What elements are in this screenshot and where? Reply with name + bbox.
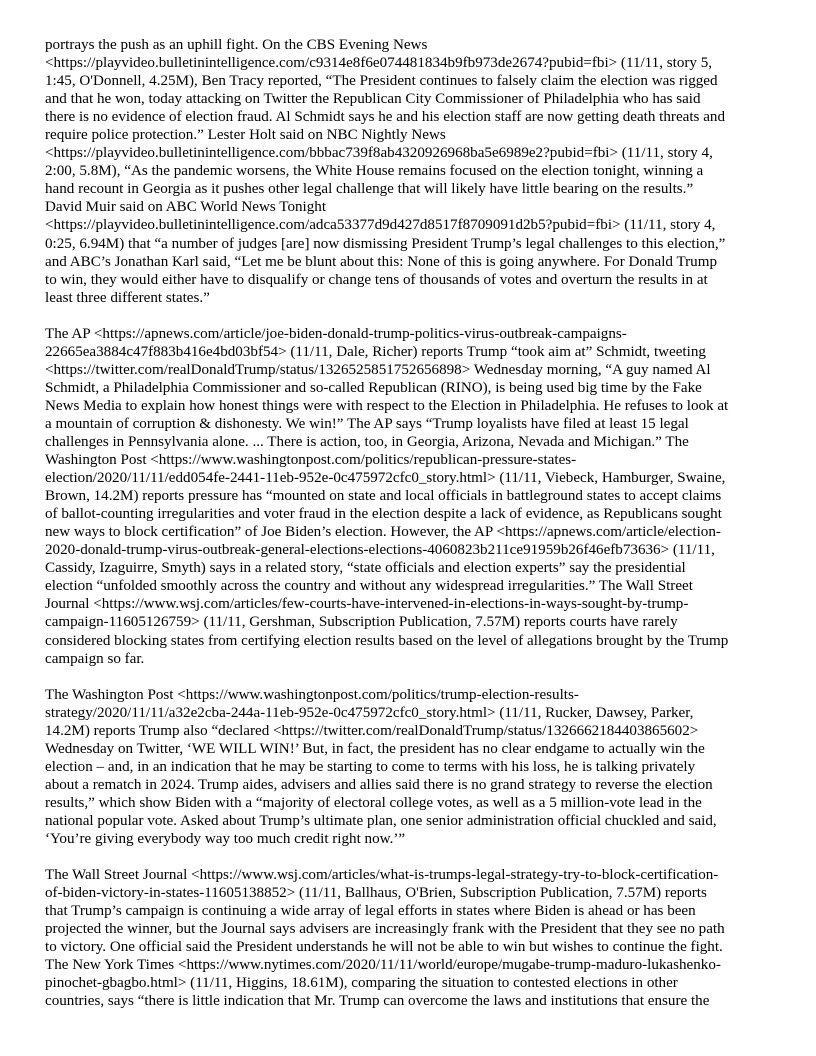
paragraph-washington-post-strategy: The Washington Post <https://www.washingtonpost.com/politics/trump-election-results- strategy/2020/11/11/a32e2cba-244a-11eb-952e-0c475972cfc0_story.html> (11/11, Rucker, Dawsey, Parker, 14.2M) reports Trump also “declared <https://twitter.com/realDonaldTrump/status/1326662184403865602> Wednesday on Twitter, ‘WE WILL WIN!’ But, in fact, the president has no clear endgame to actually win the election – and, in an indication that he may be starting to come to terms with his loss, he is talking privately about a rematch in 2024. Trump aides, advisers and allies said there is no grand strategy to reverse the election results,” which show Biden with a “majority of electoral college votes, as well as a 5 million-vote lead in the national popular vote. Asked about Trump’s ultimate plan, one senior administration official chuckled and said, ‘You’re giving everybody way too much credit right now.’” (45, 686, 717, 847)
paragraph-wsj-nyt: The Wall Street Journal <https://www.wsj.com/articles/what-is-trumps-legal-strategy-try-to-block-certification- of-biden-victory-in-states-11605138852> (11/11, Ballhaus, O'Brien, Subscription Publication, 7.57M) reports that Trump’s campaign is continuing a wide array of legal efforts in states where Biden is ahead or has been projected the winner, but the Journal says advisers are increasingly frank with the President that they see no path to victory. One official said the President understands he will not be able to win but wishes to continue the fight. The New York Times <https://www.nytimes.com/2020/11/11/world/europe/mugabe-trump-maduro-lukashenko- pinochet-gbagbo.html> (11/11, Higgins, 18.61M), comparing the situation to contested elections in other countries, says “there is little indication that Mr. Trump can overcome the laws and institutions that ensure the (45, 867, 725, 1010)
paragraph-ap-washington-post: The AP <https://apnews.com/article/joe-biden-donald-trump-politics-virus-outbreak-campaigns- 22665ea3884c47f883b416e4bd03bf54> (11/11, Dale, Richer) reports Trump “took aim at” Schmidt, tweeting <https://twitter.com/realDonaldTrump/status/1326525851752656898> Wednesday morning, “A guy named Al Schmidt, a Philadelphia Commissioner and so-called Republican (RINO), is being used big time by the Fake News Media to explain how honest things were with respect to the Election in Philadelphia. He refuses to look at a mountain of corruption & dishonesty. We win!” The AP says “Trump loyalists have filed at least 15 legal challenges in Pennsylvania alone. ... There is action, too, in Georgia, Arizona, Nevada and Michigan.” The Washington Post <https://www.washingtonpost.com/politics/republican-pressure-states- election/2020/11/11/edd054fe-2441-11eb-952e-0c475972cfc0_story.html> (11/11, Viebeck, Hamburger, Swaine, Brown, 14.2M) reports pressure has “mounted on state and local officials in battleground states to accept claims of ballot-counting irregularities and voter fraud in the election despite a lack of evidence, as Republicans sought new ways to block certification” of Joe Biden’s election. However, the AP <https://apnews.com/article/election- 2020-donald-trump-virus-outbreak-general-elections-elections-4060823b211ce91959b26f46efb73636> (11/11, Cassidy, Izaguirre, Smyth) says in a related story, “state officials and election experts” say the presidential election “unfolded smoothly across the country and without any widespread irregularities.” The Wall Street Journal <https://www.wsj.com/articles/few-courts-have-intervened-in-elections-in-ways-sought-by-trump- campaign-11605126759> (11/11, Gershman, Subscription Publication, 7.57M) reports courts have rarely considered blocking states from certifying election results based on the level of allegations brought by the Trump campaign so far. (45, 325, 729, 667)
paragraph-cbs-nbc-abc: portrays the push as an uphill fight. On the CBS Evening News <https://playvideo.bulletinintelligence.com/c9314e8f6e074481834b9fb973de2674?pubid=fbi> (11/11, story 5, 1:45, O'Donnell, 4.25M), Ben Tracy reported, “The President continues to falsely claim the election was rigged and that he won, today attacking on Twitter the Republican City Commissioner of Philadelphia who has said there is no evidence of election fraud. Al Schmidt says he and his election staff are now getting death threats and require police protection.” Lester Holt said on NBC Nightly News <https://playvideo.bulletinintelligence.com/bbbac739f8ab4320926968ba5e6989e2?pubid=fbi> (11/11, story 4, 2:00, 5.8M), “As the pandemic worsens, the White House remains focused on the election tonight, winning a hand recount in Georgia as it pushes other legal challenge that will likely have little bearing on the results.” David Muir said on ABC World News Tonight <https://playvideo.bulletinintelligence.com/adca53377d9d427d8517f8709091d2b5?pubid=fbi> (11/11, story 4, 0:25, 6.94M) that “a number of judges [are] now dismissing President Trump’s legal challenges to this election,” and ABC’s Jonathan Karl said, “Let me be blunt about this: None of this is going anywhere. For Donald Trump to win, they would either have to disqualify or change tens of thousands of votes and overturn the results in at least three different states.” (45, 37, 726, 306)
document-page (45, 36, 773, 1010)
